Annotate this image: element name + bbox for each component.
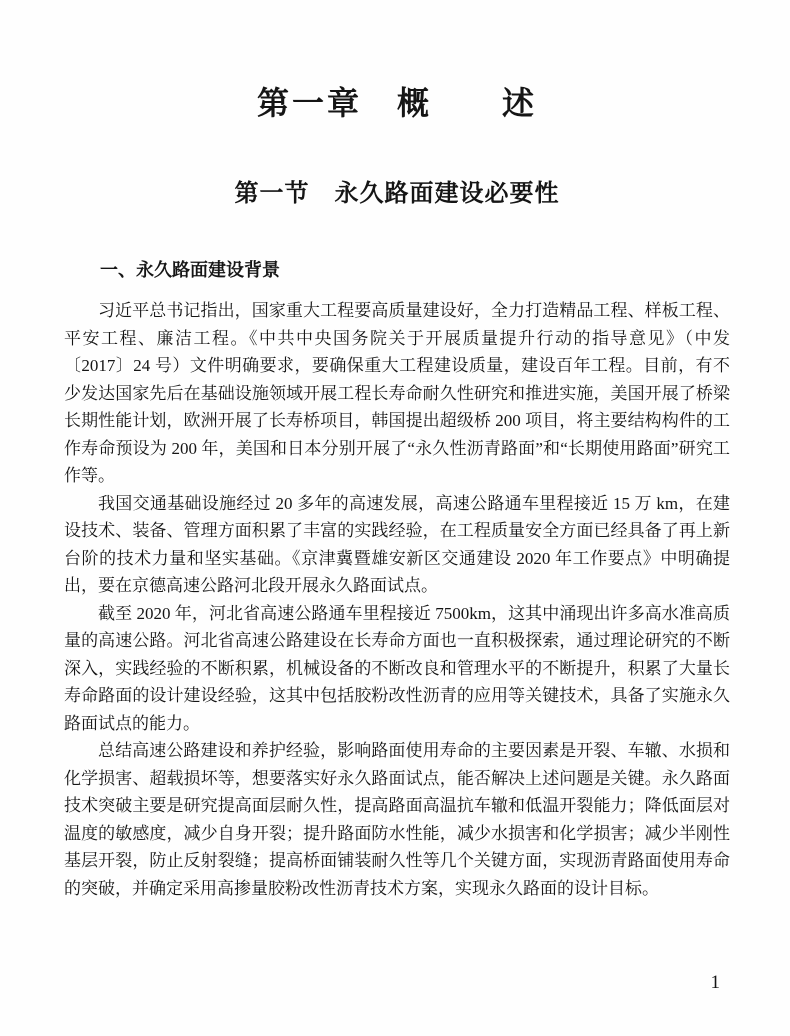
paragraph-2: 我国交通基础设施经过 20 多年的高速发展，高速公路通车里程接近 15 万 km，在建设技术、装备、管理方面积累了丰富的实践经验，在工程质量安全方面已经具备了再上新台阶的技术力量和坚实基础。《京津冀暨雄安新区交通建设 2020 年工作要点》中明确提出，要在京德高速公路河北段开展永久路面试点。 (64, 493, 730, 596)
paragraph-3: 截至 2020 年，河北省高速公路通车里程接近 7500km，这其中涌现出许多高水准高质量的高速公路。河北省高速公路建设在长寿命方面也一直积极探索，通过理论研究的不断深入，实践经验的不断积累，机械设备的不断改良和管理水平的不断提升，积累了大量长寿命路面的设计建设经验，这其中包括胶粉改性沥青的应用等关键技术，具备了实施永久路面试点的能力。 (64, 603, 730, 733)
subsection-heading: 一、永久路面建设背景 (100, 259, 280, 280)
chapter-title: 第一章 概 述 (256, 85, 537, 121)
page-number: 1 (710, 972, 720, 993)
paragraph-1: 习近平总书记指出，国家重大工程要高质量建设好，全力打造精品工程、样板工程、平安工程、廉洁工程。《中共中央国务院关于开展质量提升行动的指导意见》（中发〔2017〕24 号）文件明确要求，要确保重大工程建设质量，建设百年工程。目前，有不少发达国家先后在基础设施领域开展工程长寿命耐久性研究和推进实施，美国开展了桥梁长期性能计划，欧洲开展了长寿桥项目，韩国提出超级桥 200 项目，将主要结构构件的工作寿命预设为 200 年，美国和日本分别开展了“永久性沥青路面”和“长期使用路面”研究工作等。 (64, 301, 730, 486)
body-text (64, 297, 730, 902)
section-title: 第一节 永久路面建设必要性 (234, 180, 560, 208)
paragraph-4: 总结高速公路建设和养护经验，影响路面使用寿命的主要因素是开裂、车辙、水损和化学损害、超载损坏等，想要落实好永久路面试点，能否解决上述问题是关键。永久路面技术突破主要是研究提高面层耐久性，提高路面高温抗车辙和低温开裂能力；降低面层对温度的敏感度，减少自身开裂；提升路面防水性能，减少水损害和化学损害；减少半刚性基层开裂，防止反射裂缝；提高桥面铺装耐久性等几个关键方面，实现沥青路面使用寿命的突破，并确定采用高掺量胶粉改性沥青技术方案，实现永久路面的设计目标。 (64, 741, 730, 898)
